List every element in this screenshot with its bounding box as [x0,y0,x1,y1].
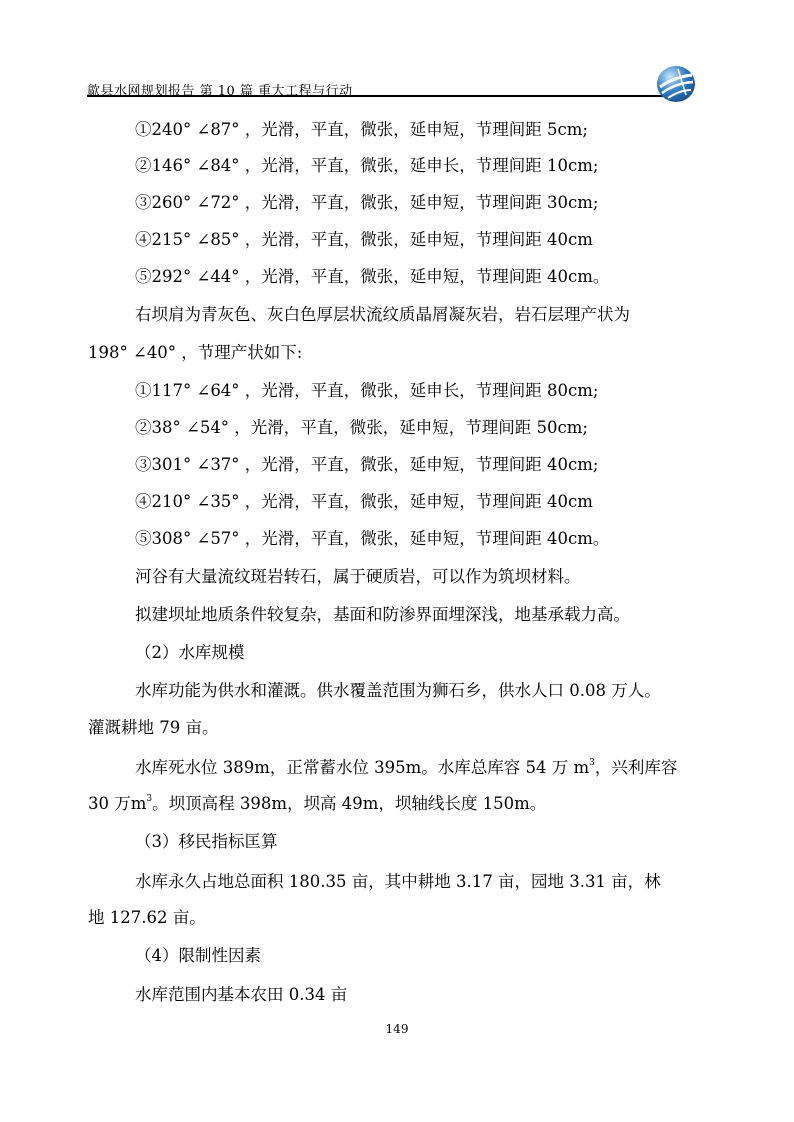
section-2-p1-line-2: 灌溉耕地 79 亩。 [88,718,219,737]
report-logo-icon [656,65,696,103]
left-joint-5: ⑤292° ∠44° ，光滑，平直，微张，延申短，节理间距 40cm。 [135,267,610,286]
right-joint-1: ①117° ∠64° ，光滑，平直，微张，延申长，节理间距 80cm; [135,381,599,400]
section-3-heading: （3）移民指标匡算 [135,832,278,851]
page-number: 149 [385,1022,409,1036]
section-3-line-1: 水库永久占地总面积 180.35 亩，其中耕地 3.17 亩，园地 3.31 亩，林 [135,872,661,891]
section-3-line-2: 地 127.62 亩。 [88,908,206,927]
text-run: 水库死水位 389m，正常蓄水位 395m。水库总库容 54 万 m [135,758,590,777]
text-run: 30 万m [88,794,147,813]
site-paragraph: 拟建坝址地质条件较复杂，基面和防渗界面埋深浅，地基承载力高。 [135,605,630,624]
superscript: 3 [589,758,595,768]
valley-paragraph: 河谷有大量流纹斑岩转石，属于硬质岩，可以作为筑坝材料。 [135,567,581,586]
page-header [87,71,707,101]
section-2-p2-line-2 [88,794,546,814]
section-2-p1-line-1: 水库功能为供水和灌溉。供水覆盖范围为狮石乡，供水人口 0.08 万人。 [135,681,661,700]
section-2-p2-line-1 [135,758,677,778]
left-joint-4: ④215° ∠85° ，光滑，平直，微张，延申短，节理间距 40cm [135,230,593,249]
right-abutment-line-2: 198° ∠40° ，节理产状如下: [88,343,303,362]
section-4-heading: （4）限制性因素 [135,946,261,965]
right-abutment-line-1: 右坝肩为青灰色、灰白色厚层状流纹质晶屑凝灰岩，岩石层理产状为 [135,305,630,324]
left-joint-1: ①240° ∠87° ，光滑，平直，微张，延申短，节理间距 5cm; [135,120,588,139]
text-run: 。坝顶高程 398m，坝高 49m，坝轴线长度 150m。 [152,794,547,813]
left-joint-3: ③260° ∠72° ，光滑，平直，微张，延申短，节理间距 30cm; [135,193,599,212]
left-joint-2: ②146° ∠84° ，光滑，平直，微张，延申长，节理间距 10cm; [135,156,599,175]
header-rule [87,95,665,97]
right-joint-2: ②38° ∠54° ，光滑，平直，微张，延申短，节理间距 50cm; [135,418,588,437]
right-joint-5: ⑤308° ∠57° ，光滑，平直，微张，延申短，节理间距 40cm。 [135,529,610,548]
right-joint-4: ④210° ∠35° ，光滑，平直，微张，延申短，节理间距 40cm [135,492,593,511]
superscript: 3 [146,794,153,804]
header-title: 歙县水网规划报告 第 10 篇 重大工程与行动 [87,84,353,99]
section-4-line-1: 水库范围内基本农田 0.34 亩 [135,985,348,1004]
section-2-heading: （2）水库规模 [135,643,245,662]
text-run: ，兴利库容 [594,758,678,777]
right-joint-3: ③301° ∠37° ，光滑，平直，微张，延申短，节理间距 40cm; [135,455,599,474]
